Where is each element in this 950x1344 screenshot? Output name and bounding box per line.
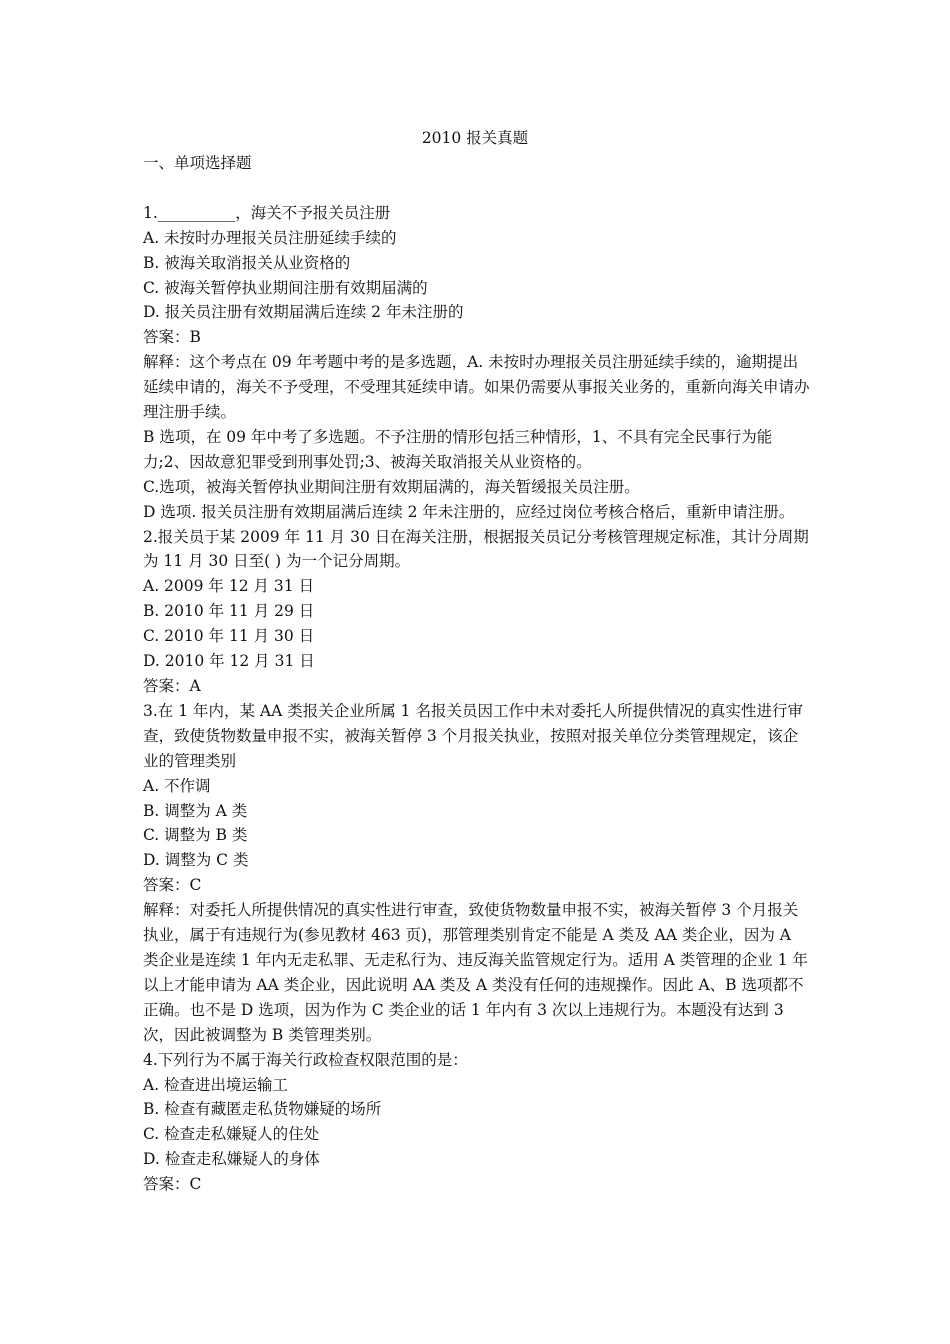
question-1-option-c: C. 被海关暂停执业期间注册有效期届满的	[143, 278, 428, 297]
question-4-option-d: D. 检查走私嫌疑人的身体	[143, 1150, 320, 1169]
fill-in-blank: __________	[157, 203, 236, 222]
question-1-explanation-1: 解释：这个考点在 09 年考题中考的是多选题，A. 未按时办理报关员注册延续手续的，逾期提出延续申请的，海关不予受理，不受理其延续申请。如果仍需要从事报关业务的，重新向海关申请办理注册手续。	[143, 353, 810, 422]
question-4-option-c: C. 检查走私嫌疑人的住处	[143, 1125, 320, 1144]
question-1-explanation-2: B 选项，在 09 年中考了多选题。不予注册的情形包括三种情形，1、不具有完全民事行为能力;2、因故意犯罪受到刑事处罚;3、被海关取消报关从业资格的。	[143, 427, 773, 471]
question-1-option-b: B. 被海关取消报关从业资格的	[143, 253, 351, 272]
question-3-answer: 答案：C	[143, 876, 202, 895]
question-3-option-b: B. 调整为 A 类	[143, 801, 248, 820]
question-3-option-d: D. 调整为 C 类	[143, 851, 249, 870]
question-4-option-a: A. 检查进出境运输工	[143, 1075, 289, 1094]
question-2-stem: 2.报关员于某 2009 年 11 月 30 日在海关注册，根据报关员记分考核管理规定标准，其计分周期为 11 月 30 日至( ) 为一个记分周期。	[143, 527, 809, 571]
question-3-option-c: C. 调整为 B 类	[143, 826, 248, 845]
question-1-explanation-3: C.选项，被海关暂停执业期间注册有效期届满的，海关暂缓报关员注册。	[143, 477, 640, 496]
question-3-explanation: 解释：对委托人所提供情况的真实性进行审查，致使货物数量申报不实，被海关暂停 3 个月报关执业，属于有违规行为(参见教材 463 页)，那管理类别肯定不能是 A 类及 AA 类企业，因为 A 类企业是连续 1 年内无走私罪、无走私行为、违反海关监管规定行为。适用 A 类管理的企业 1 年以上才能申请为 AA 类企业，因此说明 AA 类及 A 类没有任何的违规操作。因此 A、B 选项都不正确。也不是 D 选项，因为作为 C 类企业的话 1 年内有 3 次以上违规行为。本题没有达到 3 次，因此被调整为 B 类管理类别。	[143, 901, 808, 1044]
question-1-option-d: D. 报关员注册有效期届满后连续 2 年未注册的	[143, 303, 464, 322]
blank-line	[143, 176, 811, 201]
question-text: ，海关不予报关员注册	[235, 203, 391, 222]
question-2-answer: 答案：A	[143, 677, 201, 696]
question-1-answer: 答案：B	[143, 328, 201, 347]
question-2-option-d: D. 2010 年 12 月 31 日	[143, 652, 315, 671]
question-3-option-a: A. 不作调	[143, 776, 211, 795]
section-heading: 一、单项选择题	[143, 154, 252, 172]
question-4-stem: 4.下列行为不属于海关行政检查权限范围的是：	[143, 1050, 468, 1069]
question-3-stem: 3.在 1 年内，某 AA 类报关企业所属 1 名报关员因工作中未对委托人所提供情况的真实性进行审查，致使货物数量申报不实，被海关暂停 3 个月报关执业，按照对报关单位分类管理规定，该企业的管理类别	[143, 701, 803, 770]
question-1-stem	[143, 201, 811, 226]
question-2-option-b: B. 2010 年 11 月 29 日	[143, 602, 315, 621]
question-1-option-a: A. 未按时办理报关员注册延续手续的	[143, 228, 397, 247]
question-number: 1.	[143, 203, 158, 222]
document-body	[143, 151, 811, 1197]
question-4-option-b: B. 检查有藏匿走私货物嫌疑的场所	[143, 1100, 382, 1119]
question-2-option-a: A. 2009 年 12 月 31 日	[143, 577, 315, 596]
question-1-explanation-4: D 选项. 报关员注册有效期届满后连续 2 年未注册的，应经过岗位考核合格后，重新申请注册。	[143, 502, 795, 521]
document-title: 2010 报关真题	[421, 129, 529, 147]
question-4-answer: 答案：C	[143, 1175, 202, 1194]
question-2-option-c: C. 2010 年 11 月 30 日	[143, 627, 315, 646]
